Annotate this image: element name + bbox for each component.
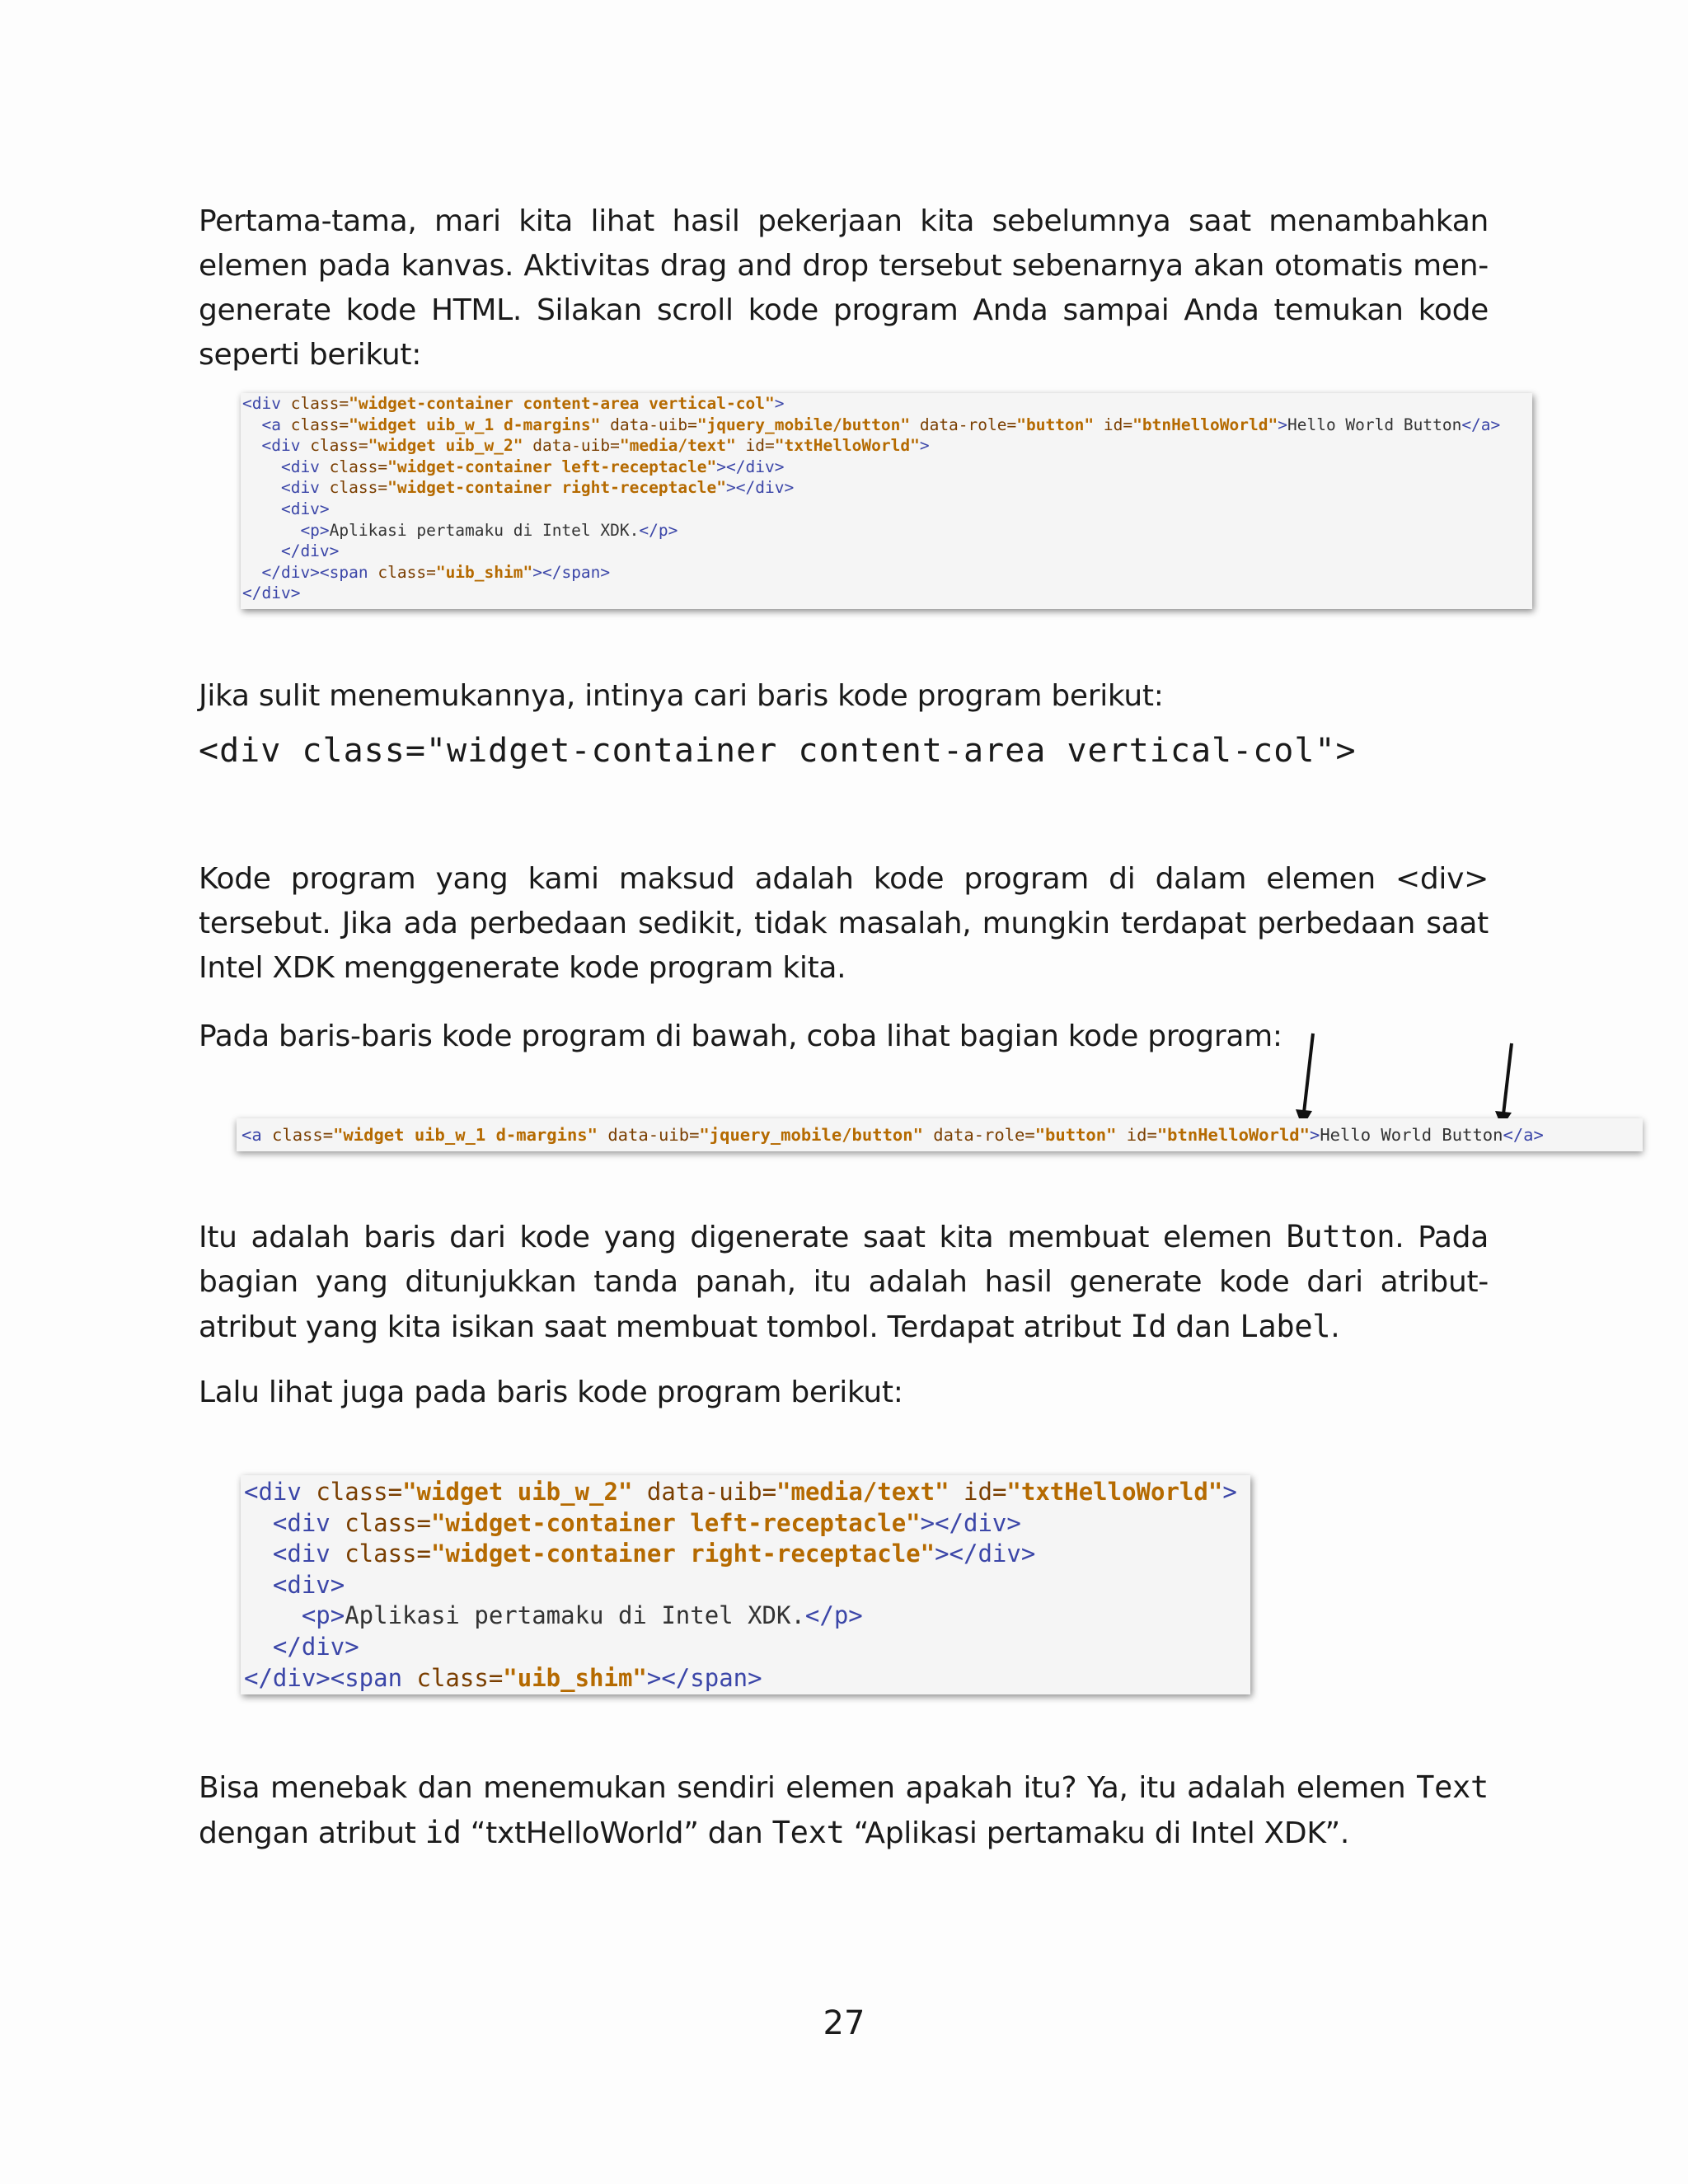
code-screenshot-full: <div class="widget-container content-area vertical-col"> <a class="widget uib_w_1 d-margins" data-uib="jquery_mobile/button" data-role="button" id="btnHelloWorld">Hello World Button</a> <div class="widget uib_w_2" data-uib="media/text" id="txtHelloWorld"> <div class="widget-container left-receptacle"></div> <div class="widget-container right-receptacle"></div> <div> <p>Aplikasi pertamaku di Intel XDK.</p> </div> </div><span class="uib_shim"></span> </div> [241,393,1532,609]
find-code-paragraph: Jika sulit menemukannya, intinya cari baris kode program berikut: [199,679,1164,713]
button-explanation-paragraph: Itu adalah baris dari kode yang digenerate saat kita membuat elemen Button. Pada bagian yang ditunjukkan tanda panah, itu adalah hasil generate kode dari atribut-atribut yang kita isikan saat membuat tombol. Terdapat atribut Id dan Label. [199,1219,1489,1344]
intro-paragraph: Pertama-tama, mari kita lihat hasil pekerjaan kita sebelumnya saat menambahkan elemen pada kanvas. Aktivitas drag and drop tersebut sebenarnya akan otomatis men-generate kode HTML. Silakan scroll kode program Anda sampai Anda temukan kode seperti berikut: [199,204,1489,372]
explanation-paragraph: Kode program yang kami maksud adalah kode program di dalam elemen <div> tersebut. Jika ada perbedaan sedikit, tidak masalah, mungkin terdapat perbedaan saat Intel XDK menggenerate kode program kita. [199,862,1489,985]
code-screenshot-text-element: <div class="widget uib_w_2" data-uib="media/text" id="txtHelloWorld"> <div class="widget-container left-receptacle"></div> <div class="widget-container right-receptacle"></div> <div> <p>Aplikasi pertamaku di Intel XDK.</p> </div> </div><span class="uib_shim"></span> [241,1475,1250,1694]
look-code-paragraph: Pada baris-baris kode program di bawah, coba lihat bagian kode program: [199,1019,1282,1053]
arrow-label-icon [1484,1040,1517,1131]
code-screenshot-button-line: <a class="widget uib_w_1 d-margins" data-uib="jquery_mobile/button" data-role="button" id="btnHelloWorld">Hello World Button</a> [237,1118,1643,1151]
arrow-id-icon [1286,1030,1319,1129]
page-number: 27 [823,2004,865,2042]
text-element-paragraph: Bisa menebak dan menemukan sendiri elemen apakah itu? Ya, itu adalah elemen Text dengan atribut id “txtHelloWorld” dan Text “Aplikasi pertamaku di Intel XDK”. [199,1769,1489,1850]
see-also-paragraph: Lalu lihat juga pada baris kode program berikut: [199,1376,903,1409]
code-line-div: <div class="widget-container content-area vertical-col"> [199,732,1357,770]
